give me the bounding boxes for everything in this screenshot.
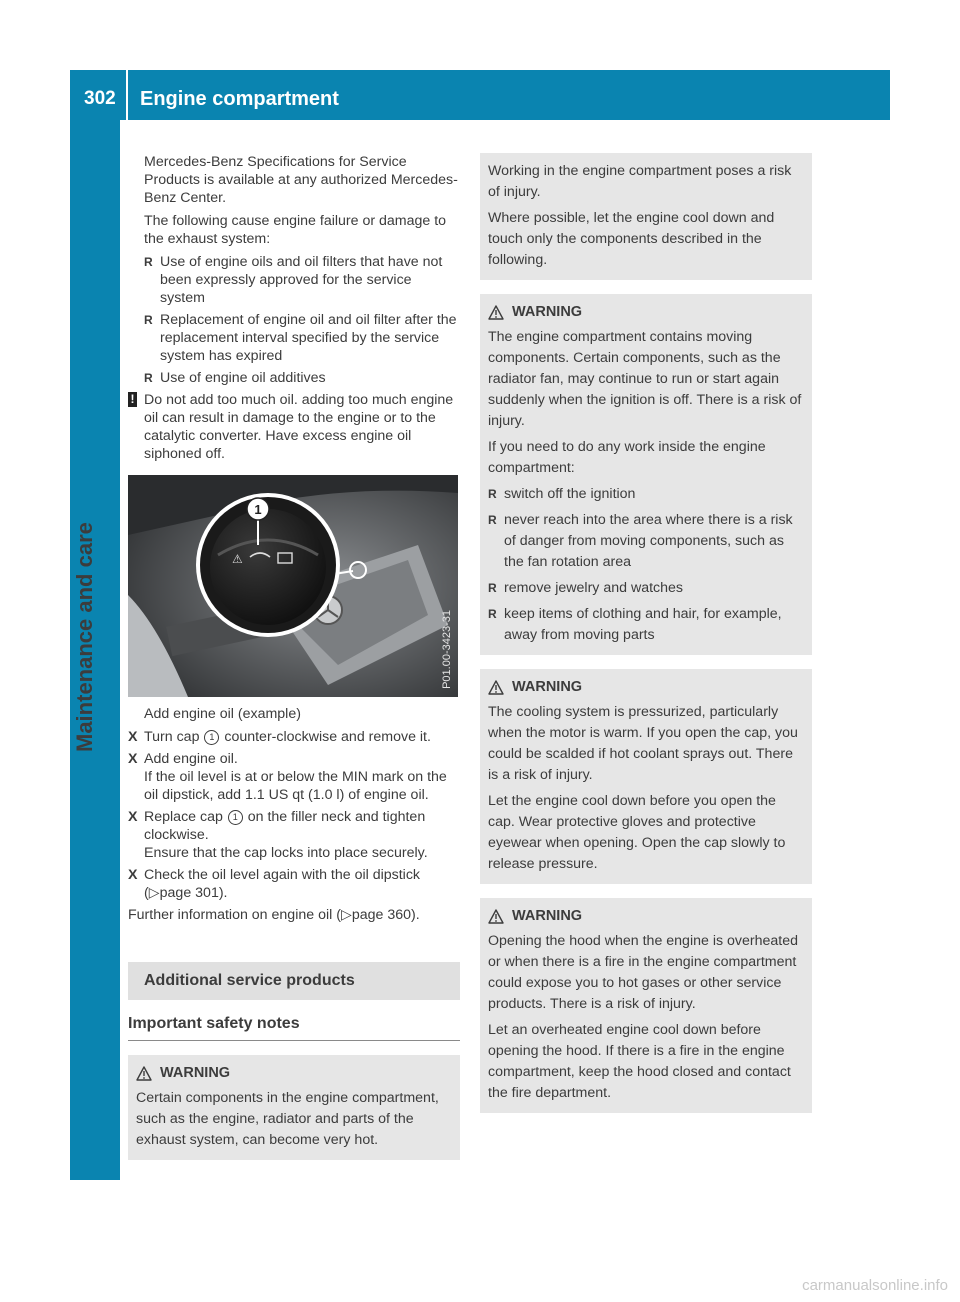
warning-header bbox=[488, 677, 804, 698]
warning-header bbox=[488, 906, 804, 927]
page-ref-link[interactable]: page 301). bbox=[159, 885, 228, 901]
step-marker-icon: X bbox=[128, 809, 138, 825]
bullet-icon: R bbox=[144, 371, 153, 385]
notice-paragraph bbox=[128, 391, 460, 463]
page-ref-link[interactable]: page 360). bbox=[351, 907, 420, 923]
step-text: Turn cap bbox=[144, 729, 204, 745]
warning-text: The cooling system is pressurized, particularly when the motor is warm. If you open the cap, you could be scalded if hot coolant sprays out. There is a risk of injury. bbox=[488, 704, 798, 783]
photo-caption: Add engine oil (example) bbox=[144, 706, 301, 722]
further-info-text: Further information on engine oil ( bbox=[128, 907, 341, 923]
warning-triangle-icon bbox=[136, 1066, 152, 1081]
section-title: Additional service products bbox=[128, 962, 460, 1000]
warning-label: WARNING bbox=[512, 908, 583, 924]
warning-triangle-icon bbox=[488, 305, 504, 320]
step-text: Check the oil level again with the oil dipstick ( bbox=[144, 867, 421, 901]
page-ref-icon: ▷ bbox=[340, 907, 352, 923]
warning-text: Let an overheated engine cool down before opening the hood. If there is a fire in the engine compartment, keep the hood closed and contact the fire department. bbox=[488, 1022, 791, 1101]
warning-text: Certain components in the engine compartment, such as the engine, radiator and parts of the exhaust system, can become very hot. bbox=[136, 1090, 439, 1148]
list-item-text: Use of engine oil additives bbox=[160, 370, 326, 386]
list-item bbox=[128, 369, 460, 387]
list-item bbox=[488, 604, 804, 646]
step-item bbox=[128, 728, 460, 746]
step-text: Ensure that the cap locks into place securely. bbox=[144, 845, 428, 861]
warning-box bbox=[128, 1055, 460, 1160]
page-ref-icon: ▷ bbox=[148, 885, 160, 901]
callout-number: 1 bbox=[254, 502, 262, 517]
bullet-icon: R bbox=[488, 581, 497, 595]
callout-ref: 1 bbox=[204, 730, 219, 745]
bullet-icon: R bbox=[488, 487, 497, 501]
warning-box bbox=[480, 669, 812, 884]
step-item bbox=[128, 808, 460, 862]
warning-box bbox=[480, 294, 812, 655]
step-marker-icon: X bbox=[128, 751, 138, 767]
step-text: on the filler neck and tighten clockwise. bbox=[144, 809, 426, 843]
right-column bbox=[480, 153, 812, 1127]
intro-paragraph: The following cause engine failure or damage to the exhaust system: bbox=[144, 213, 447, 247]
warning-text: Opening the hood when the engine is overheated or when there is a fire in the engine compartment could expose you to hot gases or other service products. There is a risk of injury. bbox=[488, 933, 798, 1012]
list-item-text: switch off the ignition bbox=[504, 486, 636, 502]
notice-icon: ! bbox=[128, 392, 137, 407]
list-item bbox=[128, 311, 460, 365]
header-divider bbox=[126, 70, 128, 120]
engine-photo bbox=[128, 475, 458, 697]
warning-triangle-icon bbox=[488, 909, 504, 924]
warning-triangle-icon bbox=[488, 680, 504, 695]
bullet-icon: R bbox=[488, 513, 497, 527]
warning-text: The engine compartment contains moving components. Certain components, such as the radiator fan, may continue to run or start again suddenly when the ignition is off. There is a risk of injury. bbox=[488, 329, 802, 429]
bullet-icon: R bbox=[144, 255, 153, 269]
engine-illustration bbox=[128, 475, 458, 697]
list-item-text: Replacement of engine oil and oil filter after the replacement interval specified by the service system has expired bbox=[160, 312, 457, 364]
warning-box bbox=[480, 898, 812, 1113]
subheading: Important safety notes bbox=[128, 1014, 460, 1041]
bullet-icon: R bbox=[488, 607, 497, 621]
warning-text: Let the engine cool down before you open the cap. Wear protective gloves and protective eyewear when opening. Open the cap slowly to release pressure. bbox=[488, 793, 786, 872]
step-marker-icon: X bbox=[128, 867, 138, 883]
warning-label: WARNING bbox=[160, 1065, 231, 1081]
list-item bbox=[488, 484, 804, 505]
callout-ref: 1 bbox=[228, 810, 243, 825]
step-text: counter-clockwise and remove it. bbox=[220, 729, 431, 745]
warning-label: WARNING bbox=[512, 304, 583, 320]
step-item bbox=[128, 866, 460, 902]
warning-header bbox=[488, 302, 804, 323]
warning-box-continued bbox=[480, 153, 812, 280]
list-item-text: keep items of clothing and hair, for example, away from moving parts bbox=[504, 606, 782, 643]
step-marker-icon: X bbox=[128, 729, 138, 745]
intro-paragraph: Mercedes-Benz Specifications for Service Products is available at any authorized Mercedes-Benz Center. bbox=[144, 154, 458, 206]
list-item-text: Use of engine oils and oil filters that have not been expressly approved for the service system bbox=[160, 254, 443, 306]
watermark: carmanualsonline.info bbox=[802, 1277, 948, 1294]
notice-text: Do not add too much oil. adding too much engine oil can result in damage to the engine or to the catalytic converter. Have excess engine oil siphoned off. bbox=[144, 392, 454, 462]
list-item bbox=[128, 253, 460, 307]
left-column bbox=[128, 153, 460, 1174]
svg-text:⚠: ⚠ bbox=[232, 552, 243, 566]
image-id: P01.00-3423-31 bbox=[441, 610, 453, 689]
warning-label: WARNING bbox=[512, 679, 583, 695]
step-text: Add engine oil. bbox=[144, 751, 238, 767]
warning-text: Working in the engine compartment poses a risk of injury. bbox=[488, 163, 792, 200]
list-item bbox=[488, 578, 804, 599]
chapter-title: Engine compartment bbox=[140, 88, 339, 110]
further-info bbox=[128, 906, 460, 924]
page-number: 302 bbox=[84, 88, 116, 109]
step-item bbox=[128, 750, 460, 804]
warning-header bbox=[136, 1063, 452, 1084]
list-item bbox=[488, 510, 804, 573]
list-item-text: never reach into the area where there is a risk of danger from moving components, such as the fan rotation area bbox=[504, 512, 793, 570]
list-item-text: remove jewelry and watches bbox=[504, 580, 683, 596]
step-text: If the oil level is at or below the MIN mark on the oil dipstick, add 1.1 US qt (1.0 l) of engine oil. bbox=[144, 769, 447, 803]
warning-text: Where possible, let the engine cool down and touch only the components described in the following. bbox=[488, 210, 775, 268]
page-header bbox=[70, 70, 890, 120]
side-tab-label: Maintenance and care bbox=[72, 522, 97, 752]
bullet-icon: R bbox=[144, 313, 153, 327]
warning-text: If you need to do any work inside the engine compartment: bbox=[488, 439, 766, 476]
step-text: Replace cap bbox=[144, 809, 227, 825]
